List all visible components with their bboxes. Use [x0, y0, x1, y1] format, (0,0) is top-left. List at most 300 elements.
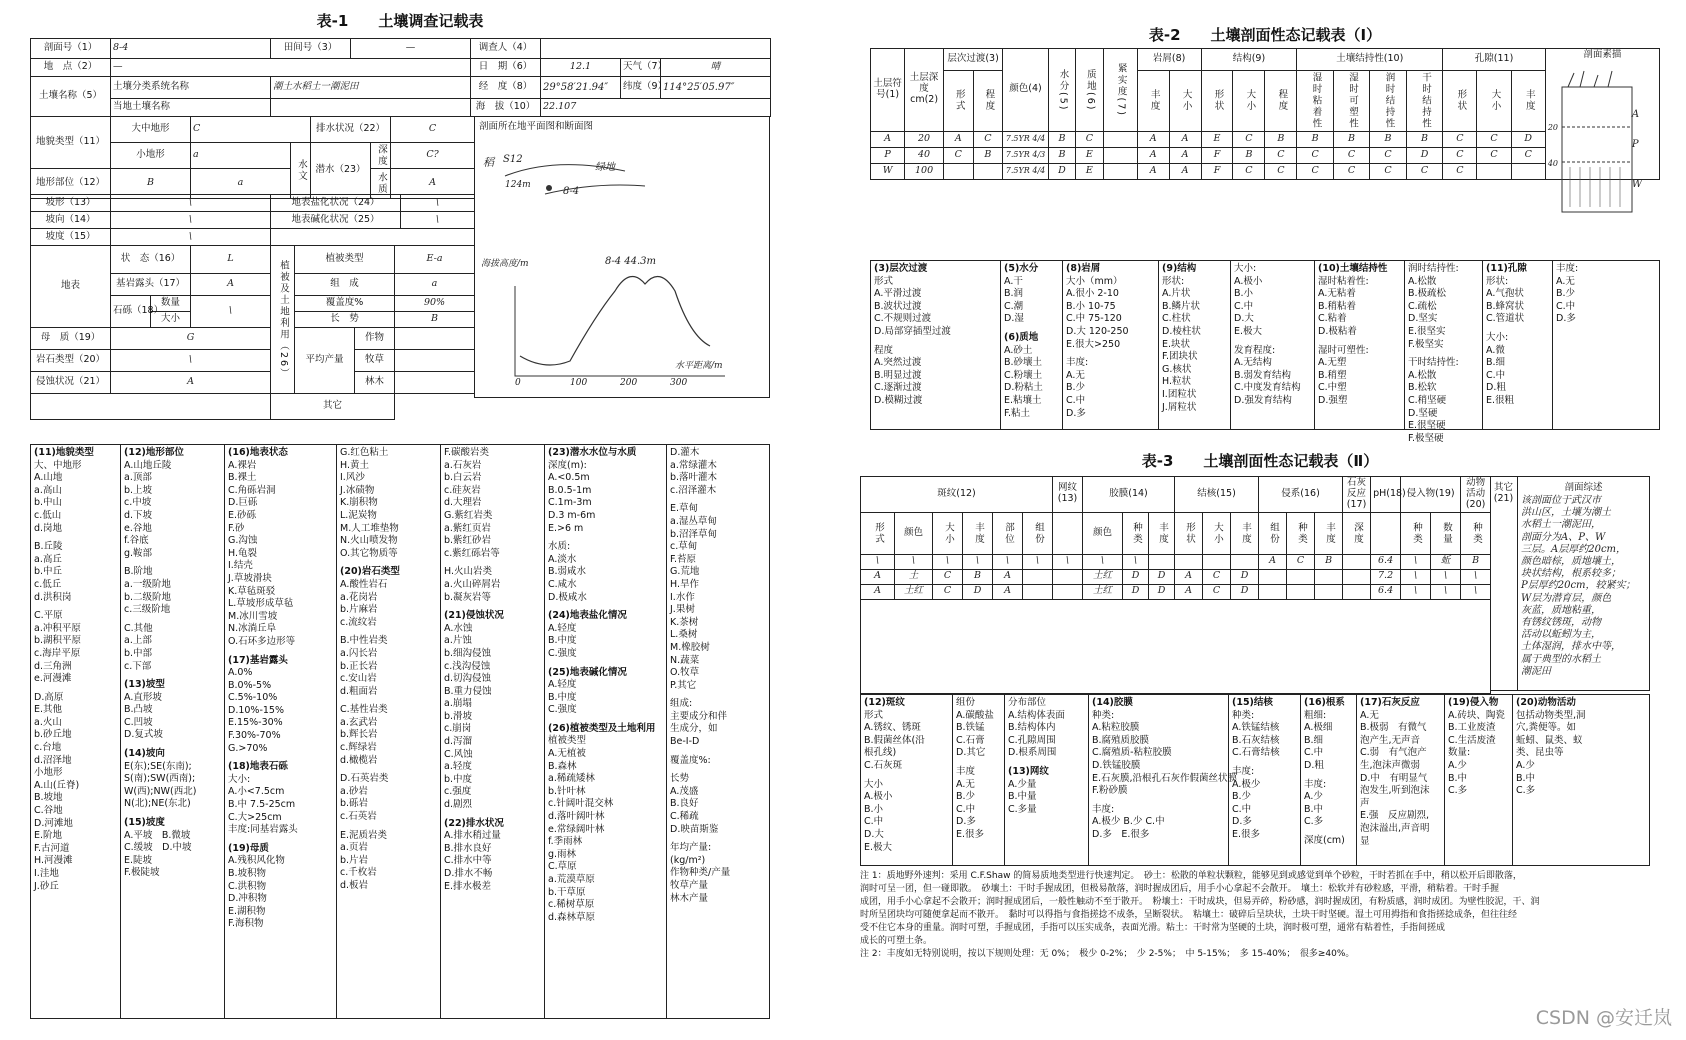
cell[interactable]: A	[943, 131, 973, 147]
yield-grass-label: 牧草	[355, 350, 395, 372]
depth-label: 深度	[371, 143, 391, 169]
cell[interactable]: A	[1137, 163, 1169, 179]
list-item: F.粘土	[1004, 407, 1030, 419]
cell[interactable]: B	[1370, 131, 1406, 147]
micro-terrain-value[interactable]: a	[191, 143, 291, 169]
cell[interactable]: \	[1431, 569, 1461, 584]
list-item: B.排水良好	[444, 842, 492, 854]
cell[interactable]: 40	[905, 147, 944, 163]
erosion-label: 侵蚀状况（21）	[31, 372, 111, 394]
cell[interactable]: A	[1137, 147, 1169, 163]
longitude-value[interactable]: 29°58′21.94″	[541, 77, 621, 99]
cell[interactable]: A	[1259, 554, 1287, 569]
list-item: H.旱作	[670, 578, 699, 590]
list-item: D.多	[1232, 816, 1252, 828]
list-item: 林木产量	[670, 892, 709, 904]
cell[interactable]: C	[1370, 147, 1406, 163]
cell[interactable]: C	[933, 569, 963, 584]
list-item: H.龟裂	[228, 547, 257, 559]
profile-no-value[interactable]: 8-4	[111, 39, 271, 59]
list-item: C.中度发育结构	[1234, 382, 1301, 394]
list-item: B.中度	[548, 691, 577, 703]
cell[interactable]: 土红	[895, 584, 933, 599]
list-item: b.中度	[444, 773, 473, 785]
list-item: 覆盖度%:	[670, 754, 711, 766]
cell[interactable]	[1053, 584, 1083, 599]
list-item: c.中坡	[124, 497, 152, 509]
cell[interactable]: C	[1406, 163, 1443, 179]
list-item: D.大 120-250	[1066, 325, 1129, 337]
cell[interactable]: \	[1461, 584, 1491, 599]
cell[interactable]	[973, 163, 1003, 179]
cell[interactable]: \	[993, 554, 1023, 569]
list-item: J.草坡滑块	[228, 572, 272, 584]
cell[interactable]: B	[1265, 131, 1297, 147]
t2-legend-col-5	[1231, 261, 1315, 429]
cell[interactable]: B	[1461, 554, 1491, 569]
cell[interactable]: \	[1431, 584, 1461, 599]
veg-type-value[interactable]: E-a	[395, 246, 475, 274]
cell[interactable]: \	[895, 554, 933, 569]
cell[interactable]: D	[1048, 163, 1075, 179]
yield-wood-value[interactable]	[395, 372, 475, 394]
coverage-value[interactable]: 90%	[395, 296, 475, 312]
cell[interactable]: \	[933, 554, 963, 569]
altitude-label: 海 拔（10）	[471, 99, 541, 117]
cell[interactable]: C	[1443, 163, 1477, 179]
intrusion-header: 侵入物(19)	[1401, 477, 1461, 513]
list-item: 大小:	[1234, 263, 1257, 274]
cell[interactable]	[1511, 163, 1545, 179]
sketch-horizon-p: P	[1631, 139, 1639, 150]
cell[interactable]: F	[1201, 147, 1233, 163]
legend-col-5	[441, 445, 545, 1018]
sketch-point-label: 8-4	[563, 186, 580, 197]
list-item: 湿时粘着性:	[1318, 275, 1369, 287]
cell[interactable]: 7.5YR 4/4	[1003, 163, 1049, 179]
water-quality-value[interactable]: A	[391, 169, 475, 199]
erosion-value[interactable]: A	[111, 372, 271, 394]
list-item: (19)母质	[228, 842, 269, 854]
surface-state-value[interactable]: L	[191, 246, 271, 274]
list-item: G.>70%	[228, 742, 268, 754]
cell[interactable]: D	[1149, 569, 1175, 584]
cell[interactable]: A	[1169, 131, 1201, 147]
cell[interactable]: 6.4	[1371, 584, 1401, 599]
cell[interactable]: C	[1203, 569, 1231, 584]
list-item: C.多	[1448, 785, 1468, 797]
cell[interactable]: C	[1443, 147, 1477, 163]
cell[interactable]: B	[1297, 131, 1333, 147]
sub-header: 形式	[861, 512, 895, 554]
list-item: H.粒状	[1162, 376, 1191, 388]
cell[interactable]: \	[963, 554, 993, 569]
list-item: A.山(丘脊)	[34, 779, 80, 791]
list-item: (23)潜水水位与水质	[548, 447, 637, 458]
list-item: E.其他	[34, 704, 63, 716]
field-no-value[interactable]: —	[351, 39, 471, 59]
cell[interactable]: \	[861, 554, 895, 569]
cell[interactable]: C	[1370, 163, 1406, 179]
cell[interactable]: D	[1231, 569, 1259, 584]
cell[interactable]: C	[1477, 131, 1511, 147]
list-item: A.茂盛	[670, 785, 699, 797]
list-item: C.石膏	[956, 734, 985, 746]
list-item: A.砂土	[1004, 344, 1033, 356]
cell[interactable]: D	[1123, 569, 1149, 584]
list-item: L.泥炭物	[340, 509, 377, 521]
sub-header: 种类	[1287, 512, 1315, 554]
list-item: C.缓坡 D.中坡	[124, 842, 192, 854]
cell[interactable]	[1103, 163, 1137, 179]
cell[interactable]: 7.5YR 4/3	[1003, 147, 1049, 163]
legend-col-7	[667, 445, 771, 1018]
cell[interactable]: F	[1201, 163, 1233, 179]
cell[interactable]: 7.5YR 4/4	[1003, 131, 1049, 147]
t2-legend-col-9	[1553, 261, 1661, 429]
composition-value[interactable]: a	[395, 274, 475, 296]
macro-terrain-value[interactable]: C	[191, 117, 311, 143]
groundwater-depth-value[interactable]: C?	[391, 143, 475, 169]
location-value[interactable]: —	[111, 59, 471, 77]
cell[interactable]	[1315, 569, 1343, 584]
list-item: F.极陡坡	[124, 867, 160, 879]
list-item: a.闪长岩	[340, 647, 378, 659]
cell[interactable]	[1023, 584, 1053, 599]
yield-crop-value[interactable]	[395, 328, 475, 350]
cell[interactable]: C	[1233, 131, 1265, 147]
cell[interactable]: E	[1076, 163, 1103, 179]
gravel-value[interactable]: \	[191, 296, 271, 328]
list-item: G.荒地	[670, 566, 700, 578]
cell[interactable]	[1203, 554, 1231, 569]
list-item: b.正长岩	[340, 660, 378, 672]
cell[interactable]	[1343, 569, 1371, 584]
parent-material-value[interactable]: G	[111, 328, 271, 350]
cell[interactable]: C	[1265, 163, 1297, 179]
cell[interactable]: C	[943, 147, 973, 163]
list-item: (12)地形部位	[124, 447, 184, 458]
list-item: A.少	[1516, 759, 1535, 771]
cell[interactable]	[1259, 584, 1287, 599]
cell[interactable]: B	[1233, 147, 1265, 163]
list-item: (13)坡型	[124, 679, 165, 691]
list-item: D.排水不畅	[444, 868, 493, 879]
sub-header: 数量	[1431, 512, 1461, 554]
surface-state-label: 状 态（16）	[111, 246, 191, 274]
list-item: a.砂岩	[340, 785, 368, 797]
alkalization-label: 地表碱化状况（25）	[271, 212, 401, 229]
list-item: B.润	[1004, 288, 1024, 300]
list-item: C.管道状	[1486, 313, 1525, 325]
list-item: g.鞍部	[124, 547, 153, 559]
weather-value[interactable]: 晴	[661, 59, 771, 77]
local-soil-name-value[interactable]	[271, 99, 471, 117]
yield-grass-value[interactable]	[395, 350, 475, 372]
list-item: M.冰川雪坡	[228, 610, 278, 622]
cell[interactable]: C	[1477, 147, 1511, 163]
list-item: F.苔原	[670, 553, 696, 565]
list-item: F.砂	[228, 522, 245, 534]
cell[interactable]: D	[1123, 584, 1149, 599]
list-item: c.海岸平原	[34, 647, 81, 659]
list-item: A.少	[1448, 759, 1467, 771]
cell[interactable]: A	[1175, 569, 1203, 584]
list-item: 小地形	[34, 767, 63, 779]
list-item: D.10%-15%	[228, 704, 284, 716]
cell[interactable]: D	[1231, 584, 1259, 599]
list-item: c.草甸	[670, 541, 698, 553]
cell[interactable]: A	[993, 569, 1023, 584]
drainage-value[interactable]: C	[391, 117, 475, 143]
cell[interactable]: D	[963, 584, 993, 599]
list-item: 块状结构，根系较多；	[1521, 568, 1621, 580]
list-item: C.中	[1066, 394, 1086, 406]
cell[interactable]: 6.4	[1371, 554, 1401, 569]
cell[interactable]: 100	[905, 163, 944, 179]
cell[interactable]: C	[1297, 163, 1333, 179]
list-item: D.中 有明显气	[1360, 772, 1428, 784]
cell[interactable]: C	[1443, 131, 1477, 147]
cell[interactable]: W	[871, 163, 905, 179]
list-item: C.弱 有气泡产	[1360, 747, 1427, 759]
list-item: B.明显过渡	[874, 369, 922, 381]
list-item: 数量:	[1448, 747, 1471, 759]
cell[interactable]: D	[1406, 147, 1443, 163]
cell[interactable]	[1343, 584, 1371, 599]
slope-degree-label: 坡度（15）	[31, 229, 111, 246]
cell[interactable]: \	[1053, 554, 1083, 569]
cell[interactable]: B	[973, 147, 1003, 163]
list-item: 大小:	[228, 773, 251, 785]
list-item: A.极小	[864, 791, 893, 803]
list-item: b.细沟侵蚀	[444, 647, 492, 659]
list-item: D.复式坡	[124, 729, 163, 741]
investigator-value[interactable]	[541, 39, 771, 59]
cell[interactable]: B	[1315, 554, 1343, 569]
cell[interactable]: \	[1401, 569, 1431, 584]
terrain-position-micro[interactable]: a	[191, 169, 291, 199]
list-item: 深度(m):	[548, 459, 587, 471]
cell[interactable]: C	[1265, 147, 1297, 163]
cell[interactable]	[1053, 569, 1083, 584]
growth-value[interactable]: B	[395, 312, 475, 328]
list-item: D.坚硬	[1408, 407, 1438, 419]
summary-text[interactable]	[1518, 495, 1649, 678]
list-item: A.极小	[1234, 275, 1263, 287]
legend-col-1	[31, 445, 121, 1018]
list-item: c.硅灰岩	[444, 484, 481, 496]
list-item: E.泥质岩类	[340, 829, 388, 841]
salinization-value[interactable]: \	[401, 195, 475, 212]
cell[interactable]: \	[1083, 554, 1123, 569]
rock-fragment-header: 岩屑(8)	[1137, 49, 1201, 71]
cell[interactable]	[1175, 554, 1203, 569]
gravel-amount-label: 数量	[151, 296, 191, 312]
list-item: A.结构体表面	[1008, 709, 1065, 721]
slope-degree-value[interactable]: \	[111, 229, 271, 246]
list-item: 有锈纹锈斑，动物	[1521, 617, 1601, 629]
cell[interactable]: B	[1406, 131, 1443, 147]
list-item: (11)孔隙	[1486, 263, 1527, 274]
list-item: B.结构体内	[1008, 722, 1056, 734]
t3-legend-col-1	[861, 695, 953, 865]
cell[interactable]	[1315, 584, 1343, 599]
cell[interactable]: C	[1287, 554, 1315, 569]
profile-sketch-cell	[1545, 49, 1659, 190]
list-item: C.角砾岩洞	[228, 484, 276, 496]
t2-legend-col-8	[1483, 261, 1553, 429]
list-item: d.橄榄岩	[340, 754, 378, 766]
list-item: g.雨林	[548, 848, 577, 860]
cell[interactable]: P	[871, 147, 905, 163]
slope-shape-value[interactable]: \	[111, 195, 271, 212]
cell[interactable]	[1103, 147, 1137, 163]
cell[interactable]	[1287, 569, 1315, 584]
list-item: b.滑坡	[444, 710, 473, 722]
salinization-label: 地表盐化状况（24）	[271, 195, 401, 212]
cell[interactable]: C	[1233, 163, 1265, 179]
list-item: A.直形坡	[124, 691, 162, 703]
sketch-horizon-w: W	[1631, 179, 1643, 190]
rock-type-value[interactable]: \	[111, 350, 271, 372]
cell[interactable]	[1149, 554, 1175, 569]
soil-system-name-value[interactable]: 潮土水稻土一潮泥田	[271, 77, 471, 99]
date-label: 日 期（6）	[471, 59, 541, 77]
date-value[interactable]: 12.1	[541, 59, 621, 77]
cell[interactable]: \	[1401, 584, 1431, 599]
reticulate-header: 网纹(13)	[1053, 477, 1083, 513]
cell[interactable]: C	[1203, 584, 1231, 599]
list-item: A.无植被	[548, 748, 586, 760]
list-item: a.荒漠草原	[548, 874, 595, 885]
list-item: B.少	[1066, 382, 1086, 394]
cell[interactable]: \	[1461, 569, 1491, 584]
cell[interactable]: C	[973, 131, 1003, 147]
bedrock-outcrop-value[interactable]: A	[191, 274, 271, 296]
cell[interactable]: E	[1076, 147, 1103, 163]
cell[interactable]	[1231, 554, 1259, 569]
cell[interactable]	[1343, 554, 1371, 569]
cell[interactable]: B	[1048, 131, 1075, 147]
cell[interactable]: 20	[905, 131, 944, 147]
cell[interactable]: B	[1048, 147, 1075, 163]
cell[interactable]: E	[1201, 131, 1233, 147]
table-row	[871, 147, 1660, 163]
list-item: A.无	[1556, 275, 1575, 287]
cell[interactable]	[1287, 584, 1315, 599]
list-item: D.其它	[956, 747, 986, 759]
cell[interactable]: 蚯	[1431, 554, 1461, 569]
list-item: W(西);NW(西北)	[124, 785, 197, 797]
list-item: A.水蚀	[444, 622, 473, 634]
cell[interactable]: 土	[895, 569, 933, 584]
cell[interactable]: C	[1297, 147, 1333, 163]
cell[interactable]: 7.2	[1371, 569, 1401, 584]
cell[interactable]: A	[861, 584, 895, 599]
sketch-title: 剖面所在地平面图和断面图	[479, 121, 594, 132]
cell[interactable]: \	[1023, 554, 1053, 569]
list-item: C.中塑	[1318, 382, 1347, 394]
profile-table-1	[870, 48, 1660, 190]
altitude-value[interactable]: 22.107	[541, 99, 771, 117]
list-item: d.泻溜	[444, 736, 473, 748]
sketch-x300: 300	[670, 378, 688, 388]
list-item: B.阶地	[124, 566, 153, 578]
location-label: 地 点（2）	[31, 59, 111, 77]
list-item: B.松软	[1408, 382, 1437, 394]
list-item: (8)岩屑	[1066, 263, 1101, 274]
cell[interactable]: \	[1123, 554, 1149, 569]
parent-material-label: 母 质（19）	[31, 328, 111, 350]
table1-panel	[30, 8, 770, 418]
cell[interactable]: A	[1137, 131, 1169, 147]
cell[interactable]: A	[1169, 147, 1201, 163]
cell[interactable]: A	[861, 569, 895, 584]
cell[interactable]	[1259, 569, 1287, 584]
list-item: (16)根系	[1304, 697, 1345, 708]
cell[interactable]: C	[1511, 147, 1545, 163]
list-item: N.蔬菜	[670, 654, 700, 666]
table-row	[871, 163, 1660, 179]
cell[interactable]: A	[993, 584, 1023, 599]
terrain-position-macro[interactable]: B	[111, 169, 191, 199]
cell[interactable]: B	[1333, 131, 1369, 147]
list-item: B.丘陵	[34, 541, 63, 553]
cell[interactable]: D	[1149, 584, 1175, 599]
cell[interactable]: C	[933, 584, 963, 599]
latitude-value[interactable]: 114°25′05.97″	[661, 77, 771, 99]
list-item: (11)地貌类型	[34, 447, 94, 458]
cell[interactable]: A	[871, 131, 905, 147]
list-item: A.极少 B.少 C.中	[1092, 816, 1165, 828]
cell[interactable]: A	[1175, 584, 1203, 599]
list-item: B.良好	[670, 798, 699, 810]
alkalization-value[interactable]: \	[401, 212, 475, 229]
list-item: 土体湿润，排水中等，	[1521, 641, 1621, 653]
list-item: (20)岩石类型	[340, 566, 400, 578]
list-item: C.草原	[548, 861, 577, 873]
cell[interactable]	[1103, 131, 1137, 147]
list-item: L.草坡形成草毡	[228, 598, 294, 610]
cell[interactable]: C	[1333, 163, 1369, 179]
fragment-size-header: 大小	[1169, 71, 1201, 132]
cell[interactable]	[1023, 569, 1053, 584]
list-item: b.中部	[124, 647, 153, 659]
list-item: A.酸性岩石	[340, 578, 388, 590]
cell[interactable]	[1477, 163, 1511, 179]
list-item: (18)地表石砾	[228, 761, 288, 773]
drainage-label: 排水状况（22）	[311, 117, 391, 143]
list-item: B.蜂窝状	[1486, 300, 1525, 312]
list-item: E.很坚实	[1408, 325, 1446, 337]
cell[interactable]: 土红	[1083, 584, 1123, 599]
cell[interactable]: \	[1401, 554, 1431, 569]
list-item: A.无	[1360, 709, 1379, 721]
cell[interactable]: A	[1169, 163, 1201, 179]
list-item: B.森林	[548, 760, 577, 772]
cell[interactable]: C	[1076, 131, 1103, 147]
cell[interactable]: C	[1333, 147, 1369, 163]
cell[interactable]: D	[1511, 131, 1545, 147]
cell[interactable]	[943, 163, 973, 179]
list-item: (26)植被类型及土地利用	[548, 722, 656, 734]
cell[interactable]: B	[963, 569, 993, 584]
list-item: (10)土壤结持性	[1318, 263, 1388, 274]
cell[interactable]: 土红	[1083, 569, 1123, 584]
slope-aspect-value[interactable]: \	[111, 212, 271, 229]
moisture-header: 水分(5)	[1048, 49, 1075, 132]
